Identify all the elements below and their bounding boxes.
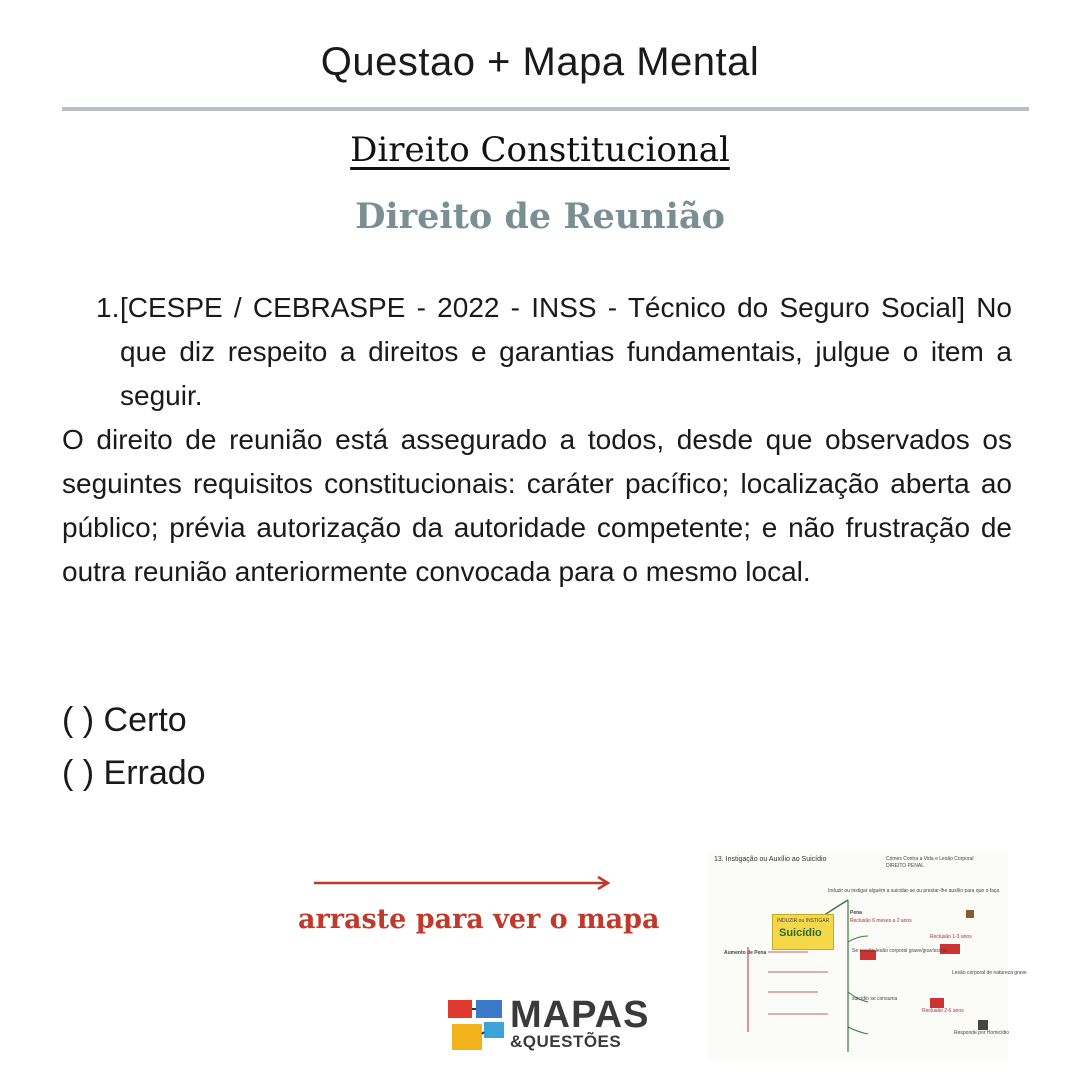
preview-title: 13. Instigação ou Auxílio ao Suicídio: [714, 856, 827, 863]
question-block: [62, 286, 1012, 594]
preview-aumento: Aumento de Pena: [724, 950, 767, 956]
option-certo[interactable]: ( ) Certo: [62, 701, 187, 739]
logo: [446, 994, 650, 1056]
preview-central: Induzir ou instigar alguém a suicidar-se ou prestar-lhe auxílio para que o faça: [828, 888, 1000, 894]
preview-reclusao-2: Reclusão 1-3 anos: [930, 934, 972, 940]
option-errado[interactable]: ( ) Errado: [62, 754, 206, 792]
mind-map-preview[interactable]: [708, 852, 1027, 1060]
preview-header-right: Crimes Contra a Vida e Lesão Corporal: [886, 856, 974, 862]
subject-title: Direito Constitucional: [350, 130, 730, 170]
logo-subword: &QUESTÕES: [510, 1032, 622, 1051]
preview-suicidio: suicídio se consuma: [852, 996, 898, 1002]
question-number: 1.: [96, 292, 120, 323]
preview-header-right-sub: DIREITO PENAL: [886, 863, 924, 869]
preview-badge-main: Suicídio: [779, 927, 822, 939]
preview-reclusao-3: Reclusão 2-6 anos: [922, 1008, 964, 1014]
header-title: Questao + Mapa Mental: [320, 40, 760, 84]
question-statement: O direito de reunião está assegurado a todos, desde que observados os seguintes requisitos constitucionais: caráter pacífico; localização aberta ao público; prévia autorização da autoridade competente; e não frustração de outra reunião anteriormente convocada para o mesmo local.: [62, 424, 1012, 587]
preview-badge-top: INDUZIR ou INSTIGAR: [777, 918, 830, 924]
question-item: [62, 286, 1012, 418]
preview-badge: [772, 914, 834, 950]
preview-lesao: Se resulta lesão corporal grave/gravíssima: [852, 948, 947, 954]
swipe-hint[interactable]: arraste para ver o mapa: [298, 904, 660, 935]
answer-options: [62, 694, 206, 800]
arrow-right-icon: [314, 868, 614, 898]
preview-lines: [708, 852, 1008, 1060]
logo-icon: [446, 994, 508, 1056]
preview-lesao-grave: Lesão corporal de natureza grave: [952, 970, 1027, 976]
header-divider: [62, 107, 1029, 111]
question-source: [CESPE / CEBRASPE - 2022 - INSS - Técnico do Seguro Social] No que diz respeito a direitos e garantias fundamentais, julgue o item a seguir.: [120, 292, 1012, 411]
topic-title: Direito de Reunião: [355, 196, 725, 237]
preview-reclusao-1: Reclusão 6 meses a 2 anos: [850, 918, 912, 924]
preview-homicidio: Responde por Homicídio: [954, 1030, 1010, 1036]
preview-pena: Pena: [850, 910, 862, 916]
logo-word: MAPAS: [510, 994, 650, 1036]
